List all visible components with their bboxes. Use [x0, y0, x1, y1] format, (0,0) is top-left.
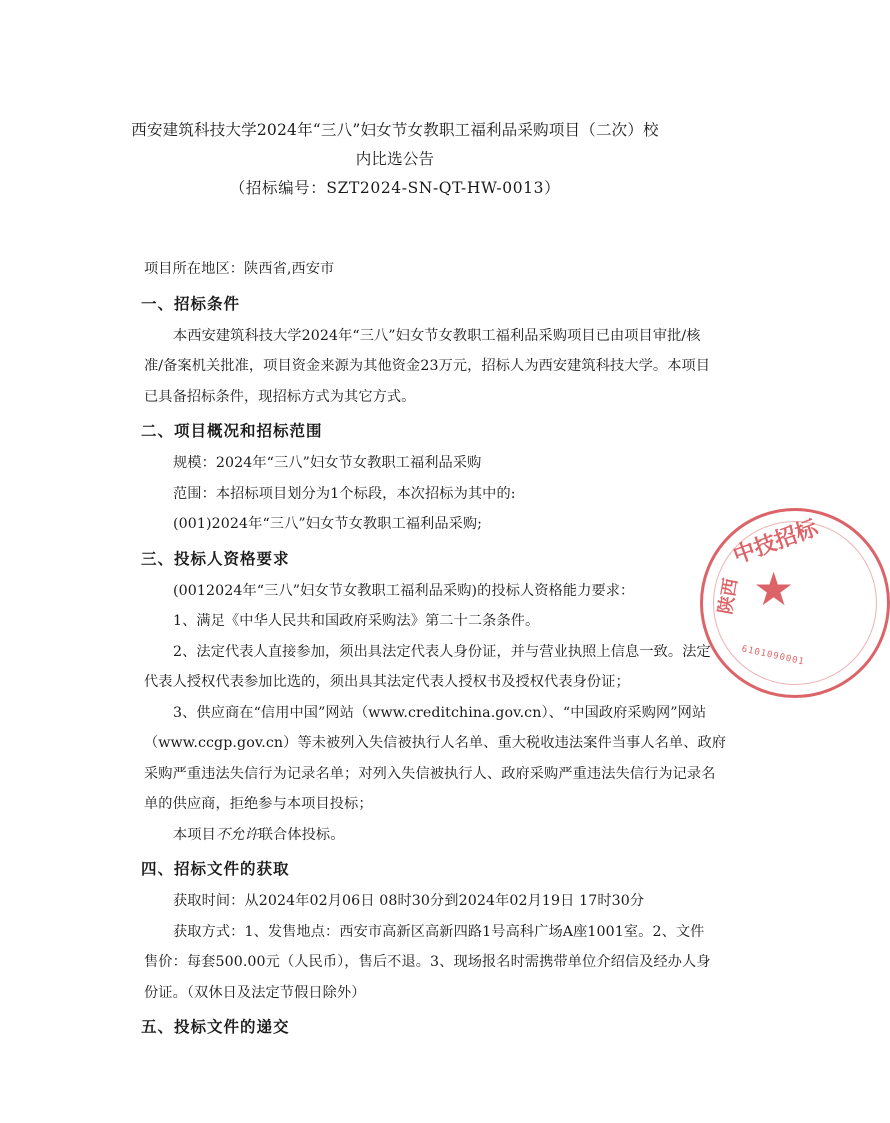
- s3-joint-bid: [144, 820, 664, 851]
- s4-method-line: 售价：每套500.00元（人民币），售后不退。3、现场报名时需携带单位介绍信及经办人身: [144, 954, 711, 970]
- s3-item-3-line: 采购严重违法失信行为记录名单；对列入失信被执行人、政府采购严重违法失信行为记录名: [144, 765, 716, 782]
- project-region: 项目所在地区：陕西省,西安市: [144, 261, 335, 277]
- s2-lot: (001)2024年“三八”妇女节女教职工福利品采购;: [173, 516, 483, 532]
- s3-item-3-line: 单的供应商，拒绝参与本项目投标；: [144, 796, 373, 812]
- s1-paragraph-line: 本西安建筑科技大学2024年“三八”妇女节女教职工福利品采购项目已由项目审批/核: [173, 327, 701, 344]
- s3-item-2-line: 2、法定代表人直接参加，须出具法定代表人身份证，并与营业执照上信息一致。法定: [173, 643, 711, 660]
- section-4-heading: 四、招标文件的获取: [141, 859, 290, 878]
- s4-time: 获取时间：从2024年02月06日 08时30分到2024年02月19日 17时30分: [173, 893, 645, 909]
- s3-item-1: 1、满足《中华人民共和国政府采购法》第二十二条条件。: [173, 613, 540, 629]
- s3-intro: (0012024年“三八”妇女节女教职工福利品采购)的投标人资格能力要求：: [173, 582, 635, 599]
- seal-number: 6101090001: [740, 644, 806, 668]
- section-5-heading: 五、投标文件的递交: [141, 1017, 290, 1036]
- s2-scale: 规模：2024年“三八”妇女节女教职工福利品采购: [173, 455, 482, 471]
- seal-text-left: 陕西: [715, 576, 742, 616]
- joint-bid-suffix: 联合体投标。: [258, 826, 345, 843]
- s4-method-line: 份证。（双休日及法定节假日除外）: [144, 984, 366, 1001]
- document-title: [100, 116, 690, 203]
- seal-star-icon: ★: [753, 562, 795, 616]
- seal-text-top: 中技招标: [730, 515, 822, 570]
- s3-item-3-line: 3、供应商在“信用中国”网站（www.creditchina.gov.cn）、“中国政府采购网”网站: [173, 704, 707, 721]
- title-line-1: 西安建筑科技大学2024年“三八”妇女节女教职工福利品采购项目（二次）校: [131, 121, 659, 139]
- s1-paragraph-line: 已具备招标条件，现招标方式为其它方式。: [144, 388, 416, 405]
- joint-bid-prefix: 本项目: [173, 826, 216, 843]
- section-2-heading: 二、项目概况和招标范围: [141, 421, 323, 440]
- s4-method-line: 获取方式：1、发售地点：西安市高新区高新四路1号高科广场A座1001室。2、文件: [173, 923, 705, 940]
- s3-item-3-line: （www.ccgp.gov.cn）等未被列入失信被执行人名单、重大税收违法案件当事人名单、政府: [144, 735, 727, 751]
- section-3-heading: 三、投标人资格要求: [141, 548, 290, 568]
- document-body: [141, 254, 727, 1044]
- joint-bid-not-allowed: 不允许: [215, 826, 259, 843]
- s1-paragraph-line: 准/备案机关批准，项目资金来源为其他资金23万元，招标人为西安建筑科技大学。本项目: [144, 358, 711, 374]
- s3-item-2-line: 代表人授权代表参加比选的，须出具其法定代表人授权书及授权代表身份证；: [144, 674, 630, 690]
- section-1-heading: 一、招标条件: [141, 293, 241, 313]
- title-line-2: 内比选公告: [355, 150, 435, 168]
- s2-range: 范围：本招标项目划分为1个标段，本次招标为其中的:: [173, 485, 516, 502]
- bid-code: （招标编号：SZT2024-SN-QT-HW-0013）: [229, 179, 561, 197]
- company-seal: [700, 508, 890, 698]
